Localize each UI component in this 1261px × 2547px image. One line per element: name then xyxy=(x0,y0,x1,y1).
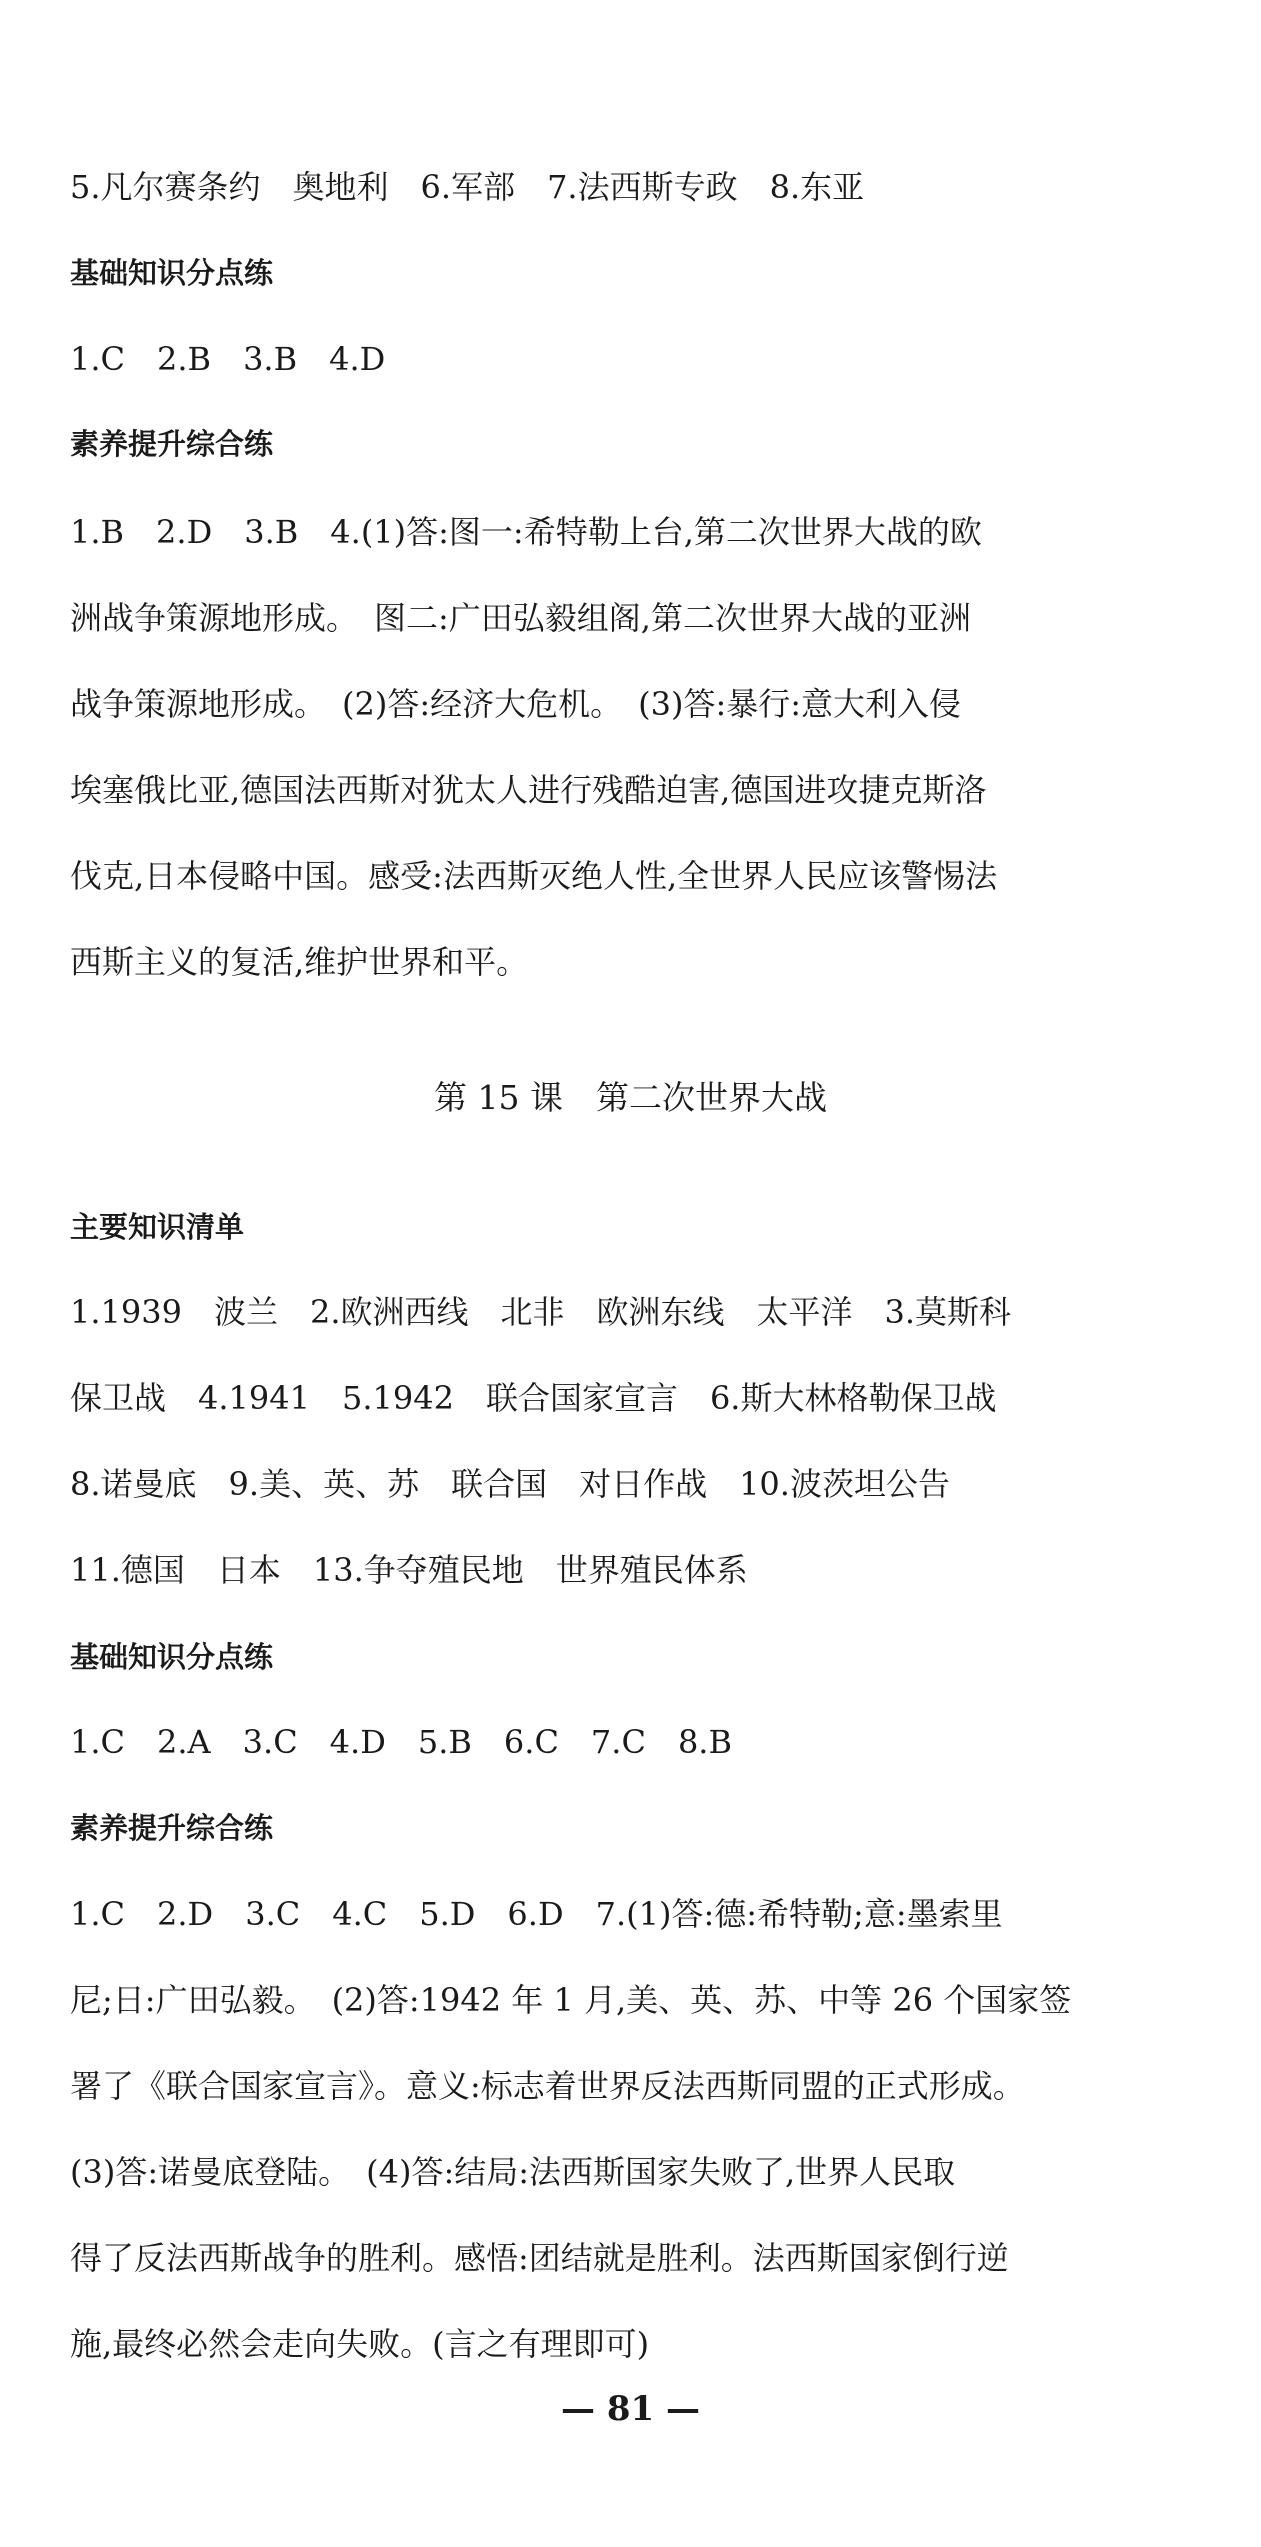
advanced-line: 得了反法西斯战争的胜利。感悟:团结就是胜利。法西斯国家倒行逆 xyxy=(70,2239,1009,2277)
main-knowledge-line: 1.1939 波兰 2.欧洲西线 北非 欧洲东线 太平洋 3.莫斯科 xyxy=(70,1293,1012,1331)
main-knowledge-line: 8.诺曼底 9.美、英、苏 联合国 对日作战 10.波茨坦公告 xyxy=(70,1465,950,1503)
prev-list-tail: 5.凡尔赛条约 奥地利 6.军部 7.法西斯专政 8.东亚 xyxy=(70,168,865,206)
advanced-line: 1.C 2.D 3.C 4.C 5.D 6.D 7.(1)答:德:希特勒;意:墨索里 xyxy=(70,1895,1003,1933)
advanced-heading: 素养提升综合练 xyxy=(70,1811,274,1845)
prev-advanced-line: 1.B 2.D 3.B 4.(1)答:图一:希特勒上台,第二次世界大战的欧 xyxy=(70,513,982,551)
prev-basic-answers: 1.C 2.B 3.B 4.D xyxy=(70,340,386,378)
advanced-line: (3)答:诺曼底登陆。 (4)答:结局:法西斯国家失败了,世界人民取 xyxy=(70,2153,956,2191)
main-knowledge-line: 11.德国 日本 13.争夺殖民地 世界殖民体系 xyxy=(70,1551,748,1589)
prev-advanced-line: 洲战争策源地形成。 图二:广田弘毅组阁,第二次世界大战的亚洲 xyxy=(70,599,971,637)
advanced-line: 署了《联合国家宣言》。意义:标志着世界反法西斯同盟的正式形成。 xyxy=(70,2067,1025,2105)
lesson-title: 第 15 课 第二次世界大战 xyxy=(434,1078,827,1117)
prev-advanced-line: 伐克,日本侵略中国。感受:法西斯灭绝人性,全世界人民应该警惕法 xyxy=(70,857,998,895)
prev-advanced-line: 战争策源地形成。 (2)答:经济大危机。 (3)答:暴行:意大利入侵 xyxy=(70,685,962,723)
main-knowledge-line: 保卫战 4.1941 5.1942 联合国家宣言 6.斯大林格勒保卫战 xyxy=(70,1379,997,1417)
main-knowledge-heading: 主要知识清单 xyxy=(70,1210,245,1244)
advanced-line: 施,最终必然会走向失败。(言之有理即可) xyxy=(70,2325,650,2363)
prev-advanced-line: 埃塞俄比亚,德国法西斯对犹太人进行残酷迫害,德国进攻捷克斯洛 xyxy=(70,771,987,809)
basic-heading: 基础知识分点练 xyxy=(70,1640,274,1674)
page-number: — 81 — xyxy=(561,2389,700,2429)
basic-answers: 1.C 2.A 3.C 4.D 5.B 6.C 7.C 8.B xyxy=(70,1723,732,1761)
advanced-line: 尼;日:广田弘毅。 (2)答:1942 年 1 月,美、英、苏、中等 26 个国家签 xyxy=(70,1981,1072,2019)
prev-advanced-line: 西斯主义的复活,维护世界和平。 xyxy=(70,943,529,981)
prev-basic-heading: 基础知识分点练 xyxy=(70,256,274,290)
prev-advanced-heading: 素养提升综合练 xyxy=(70,427,274,461)
